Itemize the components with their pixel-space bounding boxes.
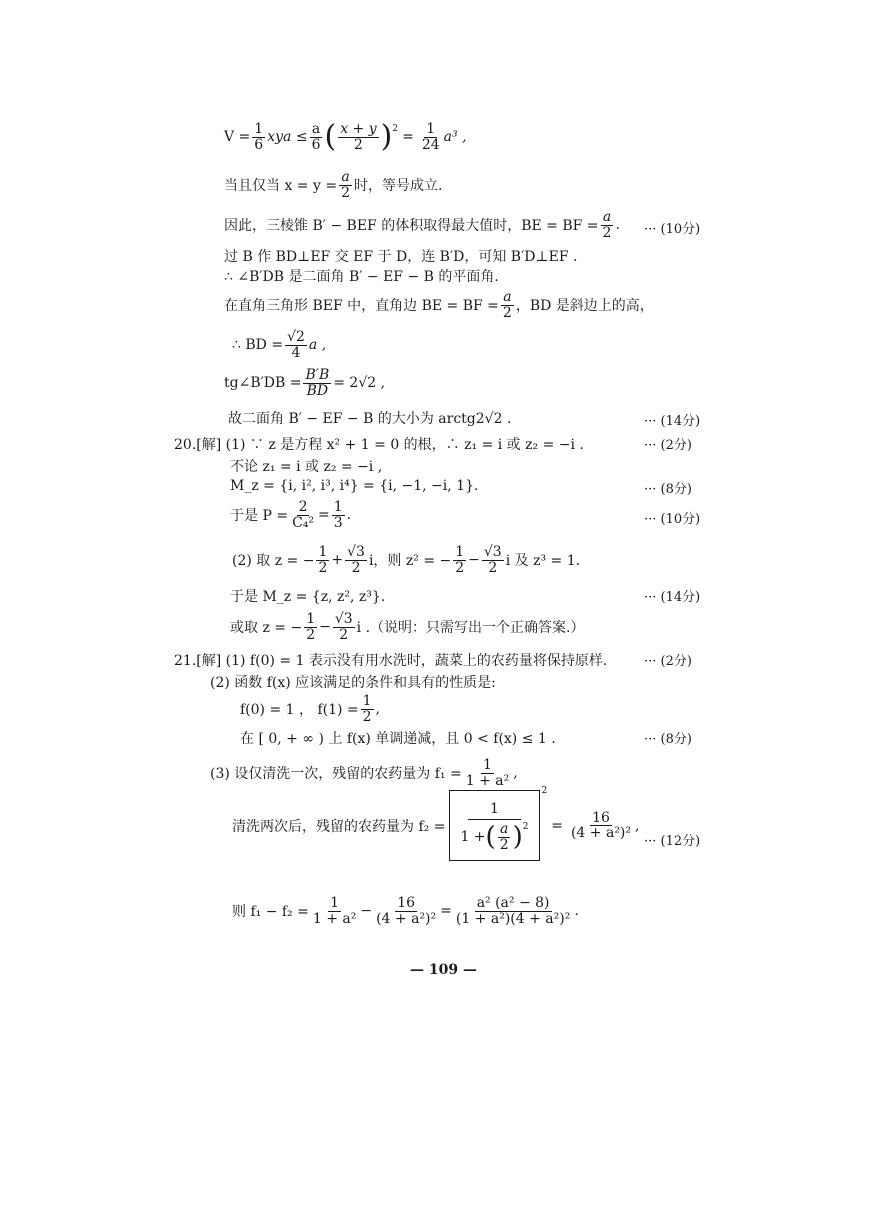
- frac: [339, 170, 352, 200]
- den: 24: [421, 136, 440, 153]
- frac: [464, 758, 512, 788]
- text: 在直角三角形 BEF 中，直角边 BE = BF =: [224, 298, 499, 315]
- den: 4: [291, 344, 301, 361]
- text: 时，等号成立.: [354, 178, 443, 195]
- den-group: [460, 822, 528, 852]
- score-label: ··· (2分): [644, 654, 692, 669]
- text-line: 21.[解] (1) f(0) = 1 表示没有用水洗时，蔬菜上的农药量将保持原样.: [174, 653, 608, 669]
- den: 2: [318, 559, 328, 576]
- frac: [569, 811, 633, 841]
- paren-close: ): [380, 119, 393, 155]
- text: .: [615, 217, 620, 234]
- bracket-group: [449, 786, 548, 861]
- text: 当且仅当 x = y =: [224, 178, 338, 195]
- text: tg∠B′DB =: [224, 375, 302, 392]
- paren-close: ): [512, 822, 523, 853]
- den: 2: [351, 559, 361, 576]
- score-label: ··· (12分): [644, 834, 701, 849]
- text-line: 过 B 作 BD⊥EF 交 EF 于 D，连 B′D，可知 B′D⊥EF .: [224, 249, 578, 265]
- num: a: [602, 209, 612, 225]
- num: 1: [318, 544, 328, 560]
- text-line: 故二面角 B′ − EF − B 的大小为 arctg2√2 .: [228, 411, 512, 427]
- text: =: [402, 129, 414, 146]
- eq-f-diff: [232, 896, 579, 926]
- text-line: 20.[解] (1) ∵ z 是方程 x² + 1 = 0 的根，∴ z₁ = i 或 z₂ = −i .: [174, 437, 584, 453]
- frac: [420, 122, 442, 152]
- text: i .（说明：只需写出一个正确答案.）: [356, 620, 585, 637]
- text: a³ ,: [443, 129, 467, 146]
- text: −: [468, 552, 480, 569]
- frac: [482, 545, 504, 575]
- text: .: [574, 903, 579, 920]
- num: B′B: [305, 367, 330, 383]
- text-line: [224, 170, 442, 200]
- frac: [454, 896, 572, 926]
- den: 2: [455, 559, 465, 576]
- num: a² (a² − 8): [476, 895, 550, 911]
- eq-z-alt: [230, 612, 585, 642]
- frac: [310, 122, 323, 152]
- frac: [453, 545, 466, 575]
- num: 1: [306, 611, 316, 627]
- num: √3: [483, 544, 502, 560]
- frac: [601, 210, 614, 240]
- den: 2: [353, 136, 363, 153]
- num: √2: [287, 329, 305, 345]
- text-line: [224, 290, 654, 320]
- frac: [252, 122, 265, 152]
- paren-open: (: [485, 822, 496, 853]
- num: 1: [426, 121, 436, 137]
- text-line: (2) 函数 f(x) 应该满足的条件和具有的性质是:: [210, 675, 496, 691]
- exp: 2: [541, 786, 548, 796]
- text: 因此，三棱锥 B′ − BEF 的体积取得最大值时，BE = BF =: [224, 218, 599, 235]
- text-line: M_z = {i, i², i³, i⁴} = {i, −1, −i, 1}.: [230, 478, 479, 494]
- frac: [338, 122, 378, 152]
- text: ,: [635, 817, 640, 834]
- frac: [361, 694, 374, 724]
- den: 2: [602, 224, 612, 241]
- text: =: [551, 817, 563, 834]
- eq-z-choice: [232, 545, 580, 575]
- text-line: 不论 z₁ = i 或 z₂ = −i ,: [230, 459, 383, 475]
- eq-tan: [224, 368, 385, 398]
- score-label: ··· (10分): [644, 512, 701, 527]
- text: ,: [513, 765, 518, 782]
- text-line: 在 [ 0, + ∞ ) 上 f(x) 单调递减，且 0 < f(x) ≤ 1 .: [240, 731, 556, 747]
- square-bracket: [449, 790, 539, 861]
- exp: 2: [392, 124, 399, 134]
- num: a: [341, 169, 350, 185]
- frac: [311, 896, 359, 926]
- den: 1 + a²: [465, 772, 510, 789]
- score-label: ··· (14分): [644, 414, 701, 429]
- den: 2: [306, 626, 316, 643]
- num: √3: [347, 544, 365, 560]
- den: C₄²: [292, 514, 314, 531]
- den: (4 + a²)²: [376, 910, 437, 927]
- num: x + y: [340, 121, 377, 137]
- score-label: ··· (8分): [644, 732, 692, 747]
- text: 则 f₁ − f₂ =: [232, 904, 309, 921]
- den: 2: [502, 304, 512, 321]
- num: 2: [298, 499, 308, 515]
- score-label: ··· (10分): [644, 222, 701, 237]
- score-label: ··· (2分): [644, 438, 692, 453]
- score-label: ··· (14分): [644, 590, 701, 605]
- text: (2) 取 z = −: [232, 553, 315, 570]
- num: 1: [330, 895, 340, 911]
- den: 6: [254, 136, 264, 153]
- frac: [303, 368, 331, 398]
- eq-conditions: [240, 694, 380, 724]
- frac: [304, 612, 317, 642]
- den: 6: [311, 136, 321, 153]
- text: +: [331, 552, 344, 569]
- text: f(0) = 1 ， f(1) =: [240, 702, 359, 719]
- frac: [501, 290, 514, 320]
- den: (4 + a²)²: [570, 825, 632, 842]
- text: 于是 P =: [230, 508, 289, 525]
- text: =: [440, 903, 452, 920]
- text: i，则 z² = −: [368, 553, 452, 570]
- text: a ,: [308, 337, 327, 354]
- text: V =: [224, 129, 251, 146]
- num: 1: [362, 693, 372, 709]
- text: ，BD 是斜边上的高，: [515, 298, 654, 315]
- num: 16: [397, 895, 416, 911]
- num: 16: [592, 809, 610, 826]
- num: 1: [333, 499, 343, 515]
- text: −: [360, 903, 373, 920]
- text: =: [318, 507, 330, 524]
- den: 2: [488, 559, 498, 576]
- text-line: ∴ ∠B′DB 是二面角 B′ − EF − B 的平面角.: [224, 269, 499, 285]
- text: = 2√2 ,: [333, 375, 386, 392]
- num: 1: [254, 121, 264, 137]
- num: 1: [455, 544, 465, 560]
- den: 2: [339, 626, 349, 643]
- num: a: [503, 289, 512, 305]
- text: xya ≤: [267, 129, 308, 146]
- text: i 及 z³ = 1.: [505, 553, 581, 570]
- frac: [333, 612, 355, 642]
- eq-f1: [210, 758, 518, 788]
- text-line: 于是 M_z = {z, z², z³}.: [230, 589, 386, 605]
- text-line: [224, 210, 620, 240]
- frac: [285, 330, 307, 360]
- den: 2: [341, 184, 350, 201]
- text: −: [319, 619, 331, 636]
- den: 1 + a²: [312, 910, 357, 927]
- frac: [332, 500, 345, 530]
- page-number: — 109 —: [410, 962, 477, 978]
- frac: [374, 896, 438, 926]
- frac: [345, 545, 367, 575]
- num: 1: [483, 757, 492, 773]
- eq-bd: [232, 330, 326, 360]
- text: ,: [375, 701, 381, 718]
- den: 2: [362, 708, 372, 725]
- num: a: [311, 121, 321, 137]
- den: 3: [333, 514, 343, 531]
- text: 或取 z = −: [230, 620, 303, 637]
- text: 清洗两次后，残留的农药量为 f₂ =: [232, 818, 446, 835]
- text: (3) 设仅清洗一次，残留的农药量为 f₁ =: [210, 766, 462, 783]
- num: √3: [334, 611, 353, 627]
- eq-f2: [232, 786, 640, 861]
- text: 1 +: [460, 829, 486, 846]
- score-label: ··· (8分): [644, 482, 692, 497]
- exp: 2: [522, 822, 529, 832]
- text: ∴ BD =: [232, 337, 284, 354]
- den: (1 + a²)(4 + a²)²: [455, 910, 571, 927]
- eq-probability: [230, 500, 351, 530]
- paren-open: (: [324, 119, 337, 155]
- frac: [290, 500, 316, 530]
- num: a: [499, 821, 509, 837]
- frac: [498, 822, 511, 852]
- num: 1: [468, 801, 521, 820]
- den: 2: [499, 836, 509, 853]
- text: .: [346, 507, 352, 524]
- eq-volume: [224, 119, 467, 155]
- den: BD: [306, 382, 329, 399]
- frac: [316, 545, 329, 575]
